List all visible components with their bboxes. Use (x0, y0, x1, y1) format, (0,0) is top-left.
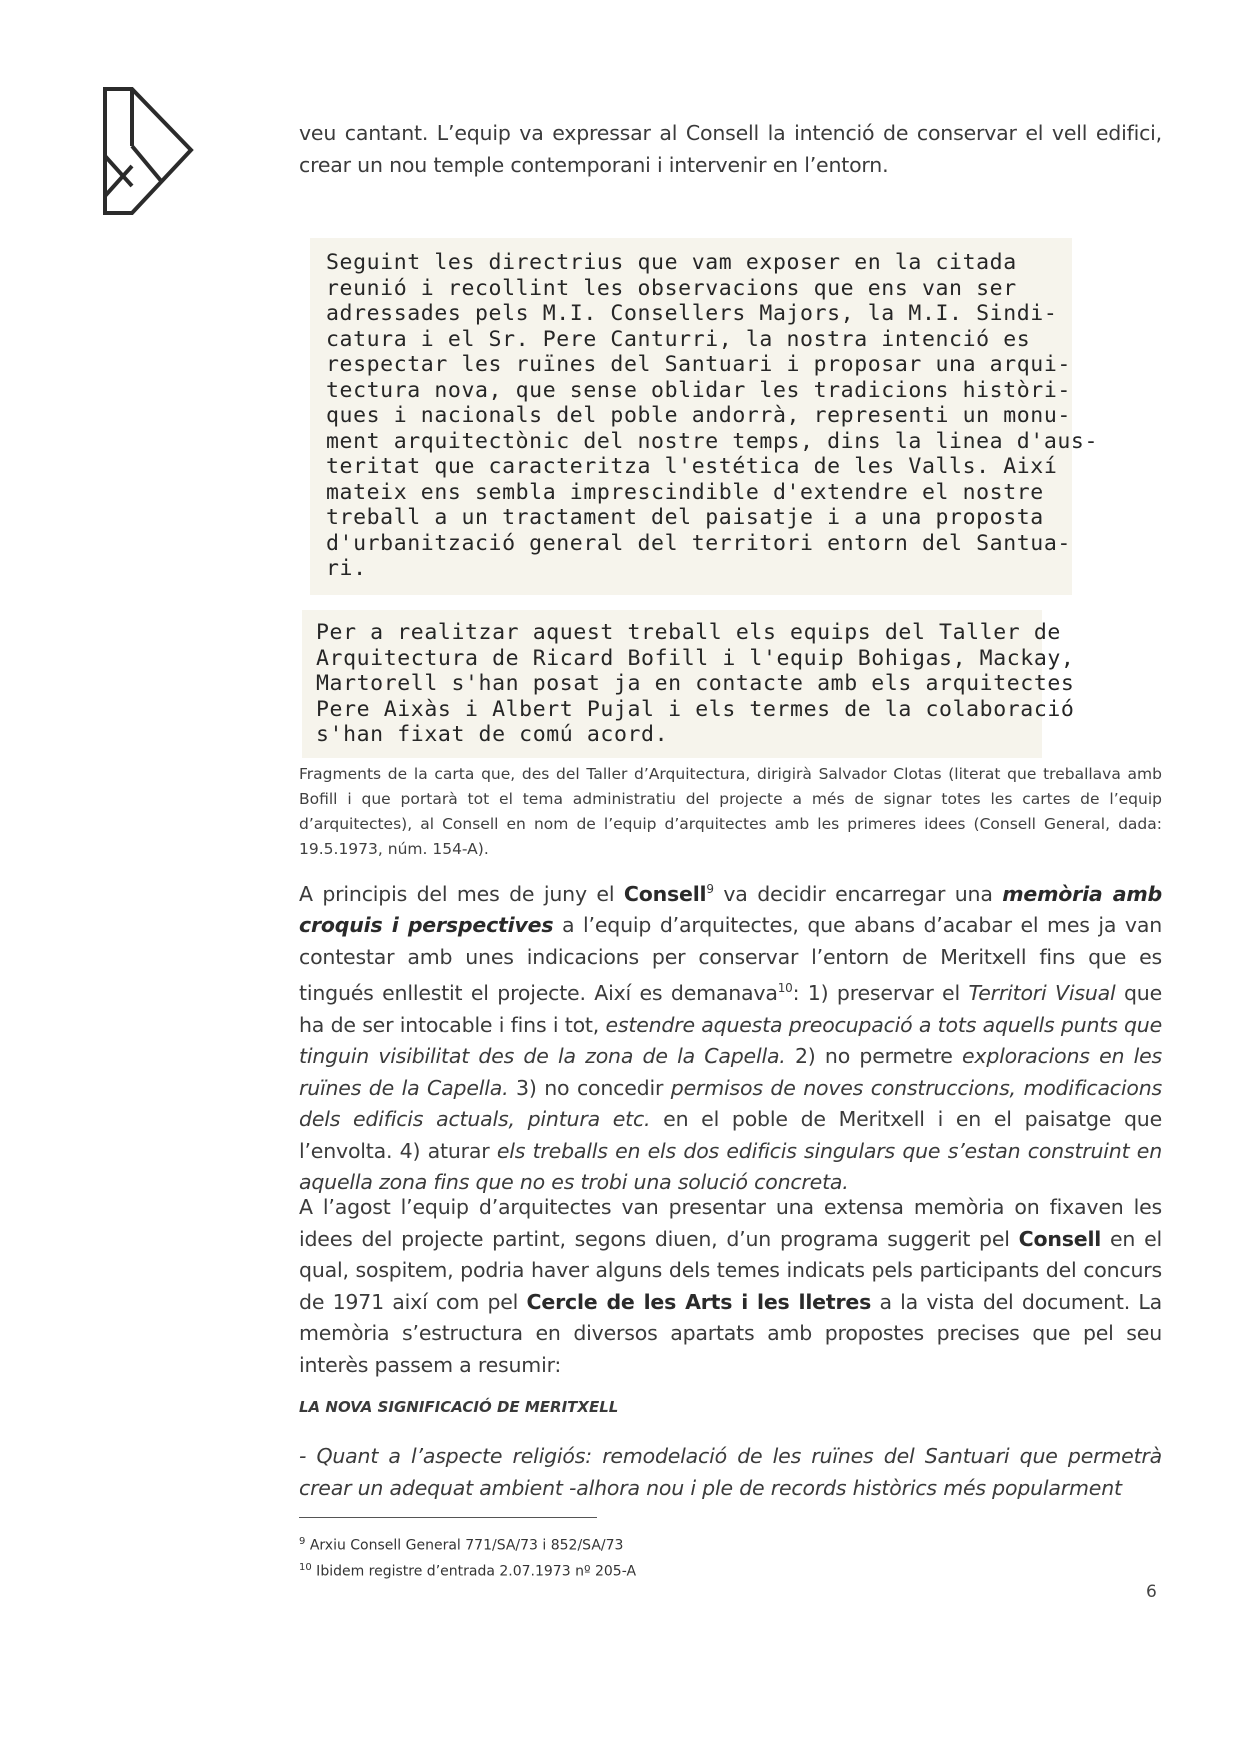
typed-line: reunió i recollint les observacions que ens van ser (326, 275, 1017, 301)
body-paragraph-1: A principis del mes de juny el Consell$^9$ va decidir encarregar una memòria amb croquis i perspectives a l’equip d’arquitectes, que abans d’acabar el mes ja van contestar amb unes indicacions per conservar l’entorn de Meritxell fins que es tingués enllestit el projecte. Així es demanava$^{10}$: 1) preservar el Territori Visual que ha de ser intocable i fins i tot, estendre aquesta preocupació a tots aquells punts que tinguin visibilitat des de la zona de la Capella. 2) no permetre exploracions en les ruïnes de la Capella. 3) no concedir permisos de noves construccions, modificacions dels edificis actuals, pintura etc. en el poble de Meritxell i en el paisatge que l’envolta. 4) aturar els treballs en els dos edificis singulars que s’estan construint en aquella zona fins que no es trobi una solució concreta. (299, 881, 1163, 1195)
page-number: 6 (1146, 1582, 1157, 1602)
footnote-9: $^9$ Arxiu Consell General 771/SA/73 i 852/SA/73 (299, 1536, 624, 1554)
typed-line: Arquitectura de Ricard Bofill i l'equip Bohigas, Mackay, (316, 645, 1075, 671)
typed-line: s'han fixat de comú acord. (316, 722, 669, 747)
figure-caption: Fragments de la carta que, des del Taller d’Arquitectura, dirigirà Salvador Clotas (literat que treballava amb Bofill i que portarà tot el tema administratiu del projecte a més de signar totes les cartes de l’equip d’arquitectes), al Consell en nom de l’equip d’arquitectes amb les primeres idees (Consell General, dada: 19.5.1973, núm. 154-A). (299, 765, 1162, 858)
footnotes (299, 1531, 636, 1582)
typed-line: d'urbanització general del territori entorn del Santua- (326, 530, 1071, 556)
typed-line: Per a realitzar aquest treball els equips del Taller de (316, 620, 1061, 645)
typed-line: ri. (326, 556, 367, 581)
footnote-divider (299, 1517, 597, 1518)
typed-line: catura i el Sr. Pere Canturri, la nostra intenció es (326, 326, 1031, 352)
letter-fragment-scan-1 (310, 238, 1099, 595)
footnote-10: $^{10}$ Ibidem registre d’entrada 2.07.1973 nº 205-A (299, 1561, 637, 1580)
typed-line: Pere Aixàs i Albert Pujal i els termes de la colaboració (316, 696, 1075, 722)
footnote-ref-10[interactable]: 10 (777, 981, 793, 996)
letter-fragment-scan-2 (302, 610, 1075, 758)
typed-line: teritat que caracteritza l'estética de les Valls. Així (326, 454, 1058, 479)
typed-line: mateix ens sembla imprescindible d'extendre el nostre (326, 479, 1044, 505)
typed-line: tectura nova, que sense oblidar les tradicions històri- (326, 377, 1071, 403)
typed-line: ques i nacionals del poble andorrà, representi un monu- (326, 403, 1071, 428)
section-heading: LA NOVA SIGNIFICACIÓ DE MERITXELL (299, 1398, 619, 1416)
publisher-logo-icon (102, 86, 194, 216)
typed-line: treball a un tractament del paisatje i a una proposta (326, 505, 1044, 530)
body-paragraph-3: - Quant a l’aspecte religiós: remodelació de les ruïnes del Santuari que permetrà crear un adequat ambient -alhora nou i ple de records històrics més popularment (299, 1444, 1162, 1500)
intro-paragraph: veu cantant. L’equip va expressar al Consell la intenció de conservar el vell edifici, crear un nou temple contemporani i intervenir en l’entorn. (299, 121, 1162, 177)
typed-line: ment arquitectònic del nostre temps, dins la linea d'aus- (326, 428, 1099, 454)
body-paragraph-2: A l’agost l’equip d’arquitectes van presentar una extensa memòria on fixaven les idees del projecte partint, segons diuen, d’un programa suggerit pel Consell en el qual, sospitem, podria haver alguns dels temes indicats pels participants del concurs de 1971 així com pel Cercle de les Arts i les lletres a la vista del document. La memòria s’estructura en diversos apartats amb propostes precises que pel seu interès passem a resumir: (299, 1195, 1163, 1377)
footnote-ref-9[interactable]: 9 (706, 882, 714, 896)
typed-line: Martorell s'han posat ja en contacte amb els arquitectes (316, 671, 1075, 696)
typed-line: respectar les ruïnes del Santuari i proposar una arqui- (326, 352, 1071, 377)
typed-line: Seguint les directrius que vam exposer en la citada (326, 250, 1017, 275)
typed-line: adressades pels M.I. Consellers Majors, la M.I. Sindi- (326, 301, 1058, 326)
